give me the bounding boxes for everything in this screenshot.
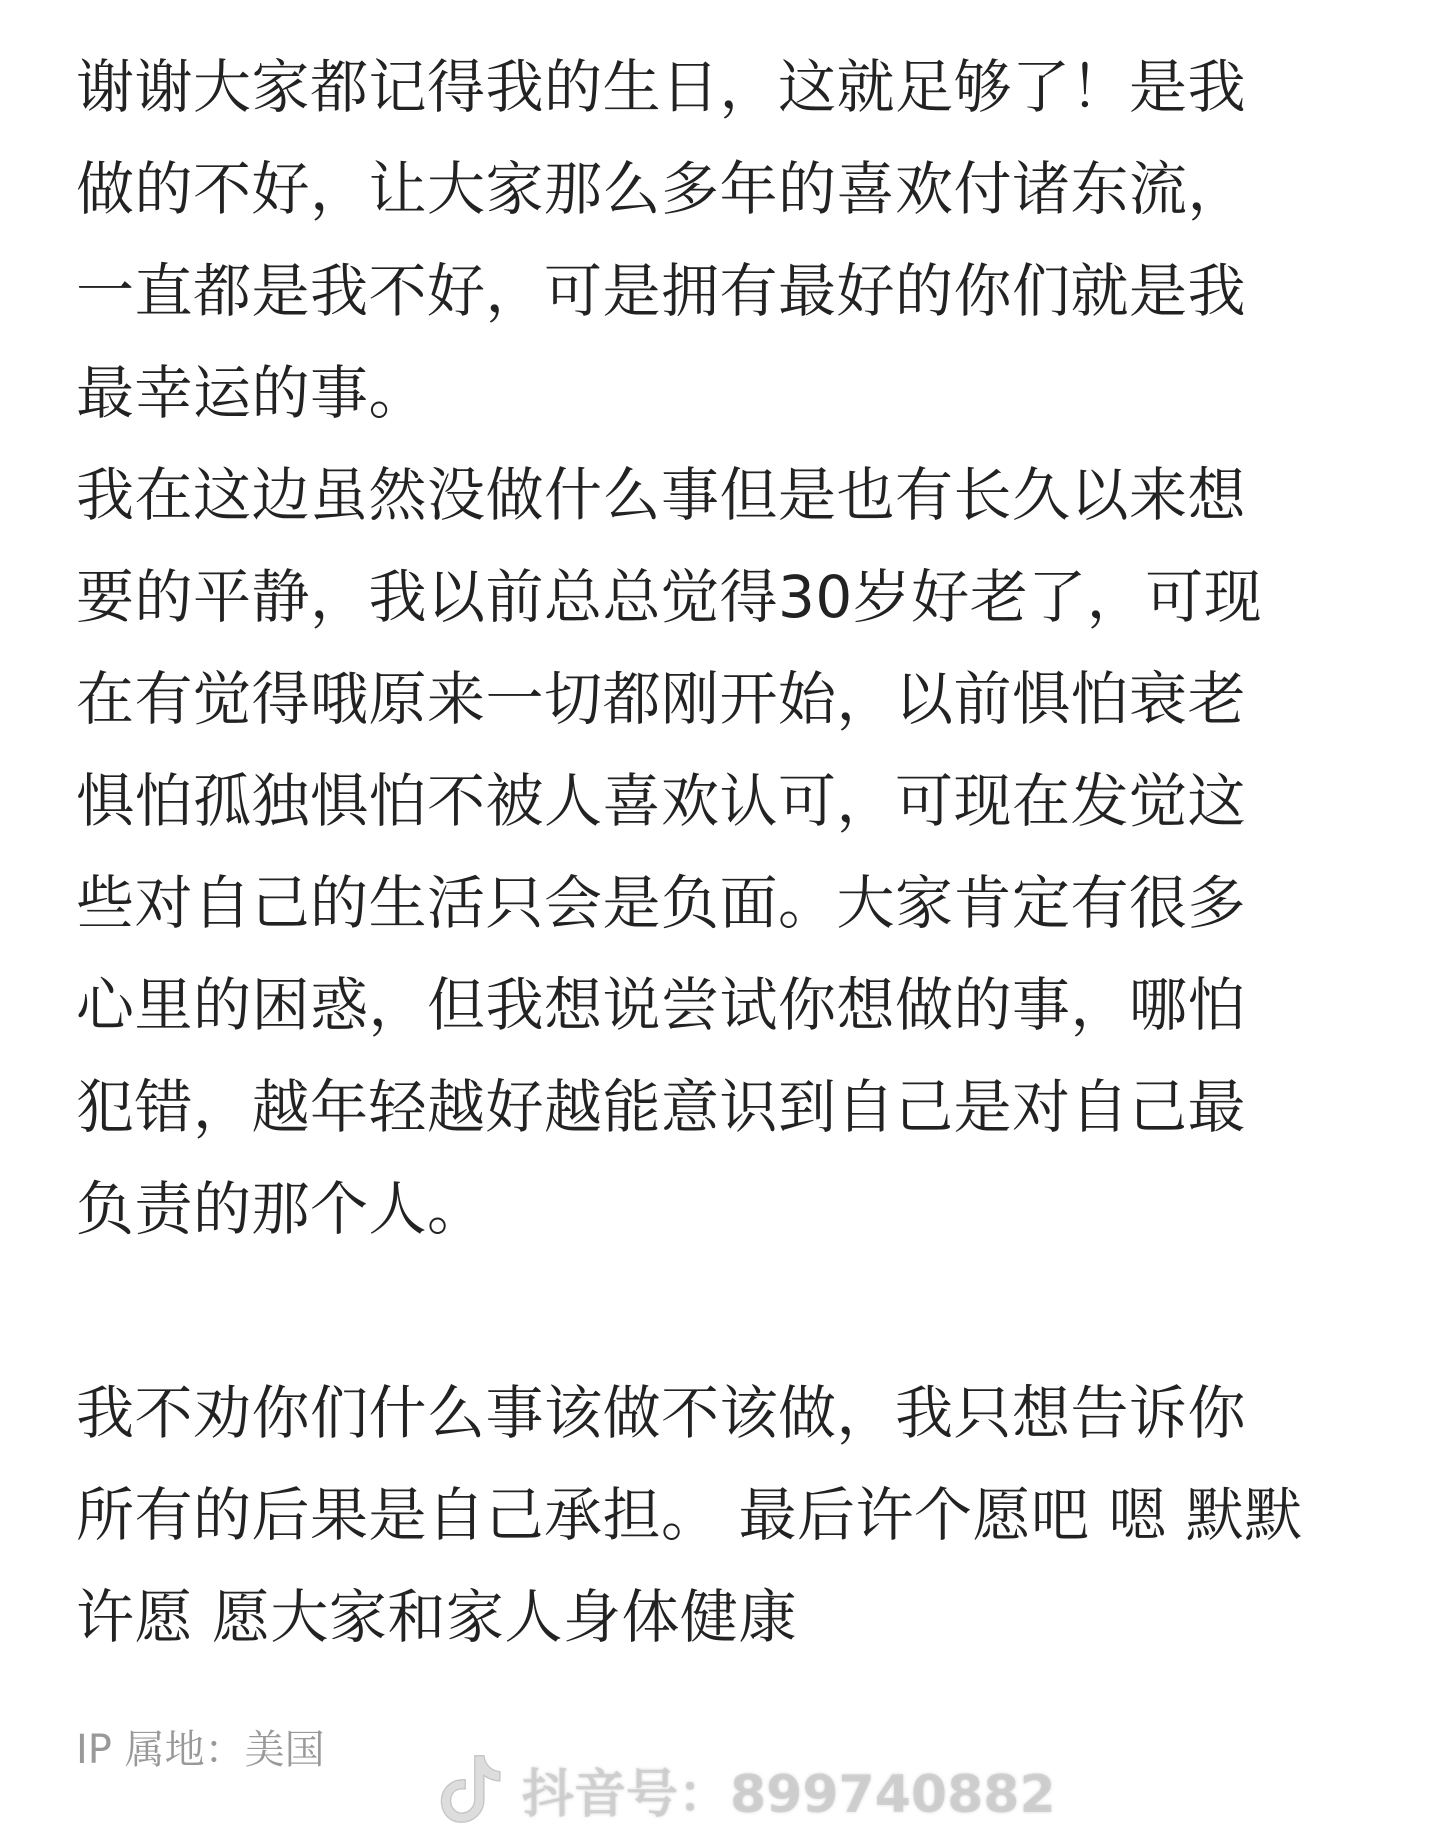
post-content (76, 36, 1376, 1668)
text-line: 我在这边虽然没做什么事但是也有长久以来想 (76, 461, 1247, 529)
watermark-text: 抖音号：899740882 (522, 1764, 1056, 1825)
text-line: 做的不好，让大家那么多年的喜欢付诸东流， (76, 155, 1247, 223)
ip-location (76, 1720, 325, 1780)
text-line: 所有的后果是自己承担。 最后许个愿吧 嗯 默默 (76, 1481, 1303, 1549)
text-line: 许愿 愿大家和家人身体健康 (76, 1583, 797, 1651)
text-line: 最幸运的事。 (76, 359, 428, 427)
text-line: 在有觉得哦原来一切都刚开始，以前惧怕衰老 (76, 665, 1247, 733)
ip-location-label: IP 属地： (76, 1727, 245, 1773)
tiktok-icon (440, 1753, 504, 1825)
text-line: 谢谢大家都记得我的生日，这就足够了！是我 (76, 53, 1247, 121)
paragraph-1 (76, 36, 1376, 444)
ip-location-value: 美国 (244, 1727, 325, 1773)
text-line: 心里的困惑，但我想说尝试你想做的事，哪怕 (76, 971, 1247, 1039)
text-line: 要的平静，我以前总总觉得30岁好老了，可现 (76, 563, 1263, 631)
paragraph-spacer (76, 1260, 1376, 1362)
douyin-watermark (440, 1744, 1056, 1834)
text-line: 负责的那个人。 (76, 1175, 486, 1243)
text-line: 犯错，越年轻越好越能意识到自己是对自己最 (76, 1073, 1247, 1141)
paragraph-2 (76, 444, 1376, 1260)
text-line: 我不劝你们什么事该做不该做，我只想告诉你 (76, 1379, 1247, 1447)
text-line: 一直都是我不好，可是拥有最好的你们就是我 (76, 257, 1247, 325)
paragraph-3 (76, 1362, 1376, 1668)
text-line: 些对自己的生活只会是负面。大家肯定有很多 (76, 869, 1247, 937)
text-line: 惧怕孤独惧怕不被人喜欢认可，可现在发觉这 (76, 767, 1247, 835)
